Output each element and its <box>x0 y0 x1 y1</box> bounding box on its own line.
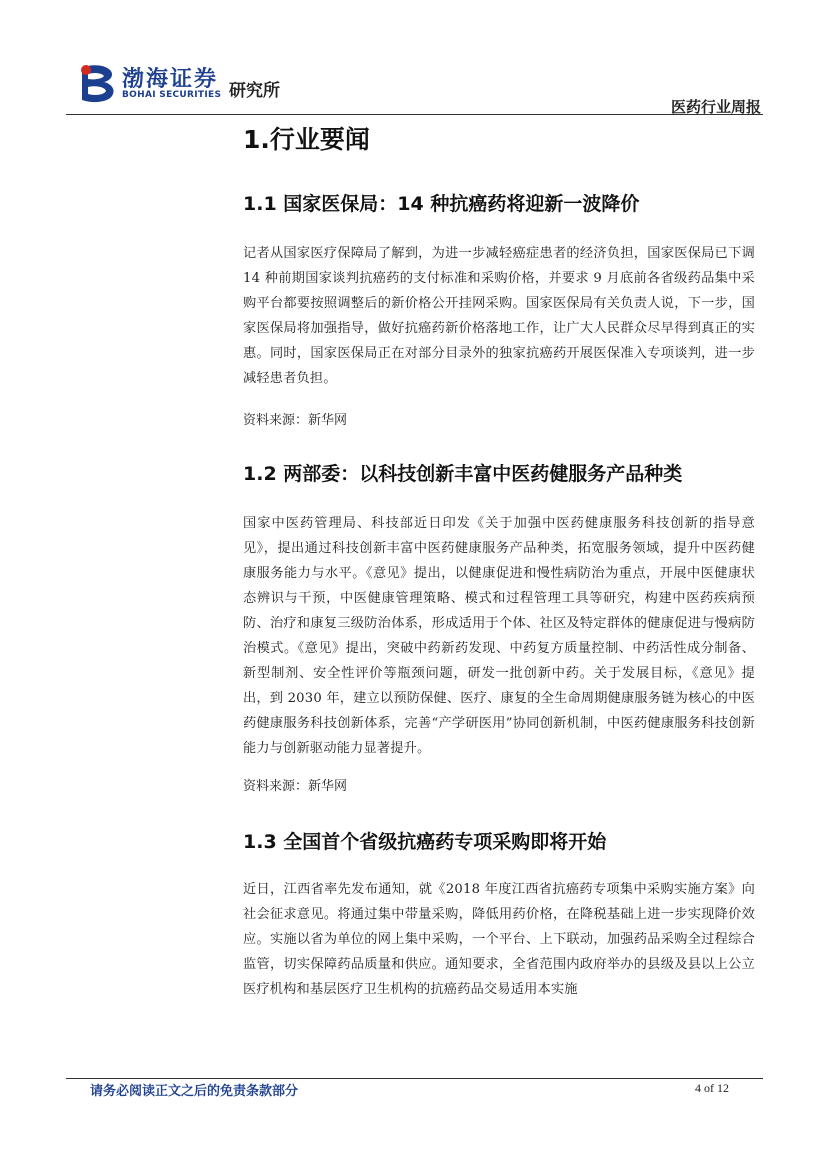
news-heading: 1.3 全国首个省级抗癌药专项采购即将开始 <box>243 831 607 853</box>
report-type-label: 医药行业周报 <box>670 98 761 116</box>
logo-chinese-name: 渤海证券 <box>122 66 219 92</box>
news-source: 资料来源：新华网 <box>243 779 348 794</box>
bohai-securities-logo <box>78 62 228 106</box>
main-content <box>243 118 755 1006</box>
page-number: 4 of 12 <box>695 1081 729 1095</box>
news-body: 国家中医药管理局、科技部近日印发《关于加强中医药健康服务科技创新的指导意见》，提出通过科技创新丰富中医药健康服务产品种类，拓宽服务领域，提升中医药健康服务能力与水平。《意见》提出，以健康促进和慢性病防治为重点，开展中医健康状态辨识与干预，中医健康管理策略、模式和过程管理工具等研究，构建中医药疾病预防、治疗和康复三级防治体系，形成适用于个体、社区及特定群体的健康促进与慢病防治模式。《意见》提出，突破中药新药发现、中药复方质量控制、中药活性成分制备、新型制剂、安全性评价等瓶颈问题，研发一批创新中药。关于发展目标，《意见》提出，到 2030 年，建立以预防保健、医疗、康复的全生命周期健康服务链为核心的中医药健康服务科技创新体系，完善“产学研医用”协同创新机制，中医药健康服务科技创新能力与创新驱动能力显著提升。 <box>243 516 755 756</box>
section-title: 1.行业要闻 <box>243 125 370 154</box>
page-header <box>0 0 827 120</box>
news-heading: 1.2 两部委：以科技创新丰富中医药健服务产品种类 <box>243 463 683 485</box>
news-body: 近日，江西省率先发布通知，就《2018 年度江西省抗癌药专项集中采购实施方案》向社会征求意见。将通过集中带量采购，降低用药价格，在降税基础上进一步实现降价效应。实施以省为单位的网上集中采购，一个平台、上下联动，加强药品采购全过程综合监管，切实保障药品质量和供应。通知要求，全省范围内政府举办的县级及县以上公立医疗机构和基层医疗卫生机构的抗癌药品交易适用本实施 <box>243 882 755 997</box>
news-body: 记者从国家医疗保障局了解到，为进一步减轻癌症患者的经济负担，国家医保局已下调 14 种前期国家谈判抗癌药的支付标准和采购价格，并要求 9 月底前各省级药品集中采购平台都要按照调整后的新价格公开挂网采购。国家医保局有关负责人说，下一步，国家医保局将加强指导，做好抗癌药新价格落地工作，让广大人民群众尽早得到真正的实惠。同时，国家医保局正在对部分目录外的独家抗癌药开展医保准入专项谈判，进一步减轻患者负担。 <box>243 246 755 386</box>
logo-english-name: BOHAI SECURITIES <box>122 90 222 100</box>
institute-label: 研究所 <box>229 81 280 101</box>
news-source: 资料来源：新华网 <box>243 413 348 428</box>
news-heading: 1.1 国家医保局：14 种抗癌药将迎新一波降价 <box>243 193 640 215</box>
bohai-logo-icon <box>78 62 118 106</box>
header-divider <box>66 114 763 115</box>
disclaimer-note: 请务必阅读正文之后的免责条款部分 <box>90 1084 299 1099</box>
footer-divider <box>66 1078 763 1079</box>
